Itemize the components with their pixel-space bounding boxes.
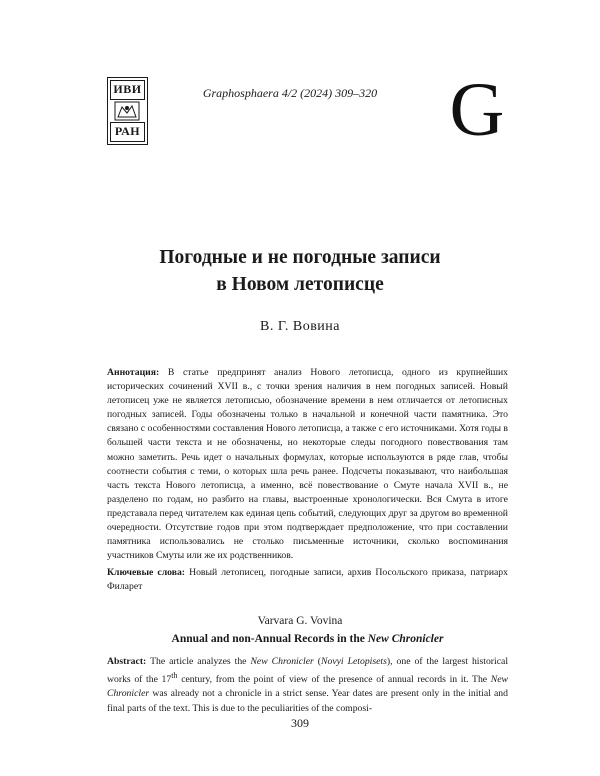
english-title: [107, 633, 508, 645]
journal-brand-mark: G: [449, 68, 505, 152]
english-abstract-text: century, from the point of view of the presence of annual records in it. The: [181, 674, 488, 686]
russian-keywords: [107, 566, 508, 594]
english-title-text: Annual and non-Annual Records in the: [171, 633, 365, 645]
page-number: 309: [291, 716, 309, 730]
title-line-1: Погодные и не погодные записи: [159, 247, 441, 268]
keywords-label: Ключевые слова:: [107, 567, 186, 578]
institute-logo: [107, 77, 148, 145]
english-abstract-italic: Novyi Letopisets: [321, 656, 387, 667]
title-line-2: в Новом летописце: [216, 274, 384, 295]
english-abstract-text: ), one of the largest historical works of the 17: [107, 656, 509, 686]
emblem-icon: [114, 101, 140, 121]
english-abstract-text: (: [317, 656, 322, 667]
english-abstract-text: The article analyzes the: [150, 656, 247, 667]
journal-citation: Graphosphaera 4/2 (2024) 309–320: [202, 86, 378, 100]
english-title-italic: New Chronicler: [367, 633, 444, 645]
article-title: [90, 244, 510, 298]
english-author-name: Varvara G. Vovina: [257, 615, 343, 627]
keywords-text: Новый летописец, погодные записи, архив Посольского приказа, патриарх Филарет: [107, 567, 508, 593]
logo-top-text: ИВИ: [110, 80, 145, 100]
russian-abstract: [107, 366, 508, 563]
english-abstract-text: was already not a chronicle in a strict sense. Year dates are present only in the initial and final parts of the text. This is due to the peculiarities of the composi-: [107, 688, 508, 714]
english-abstract-superscript: th: [171, 671, 178, 681]
english-abstract-italic: New Chronicler: [250, 656, 314, 667]
english-abstract-italic: New Chronicler: [107, 674, 508, 700]
english-abstract: [107, 655, 508, 716]
logo-bottom-text: РАН: [110, 122, 145, 142]
author-name: В. Г. Вовина: [260, 319, 340, 334]
abstract-label: Аннотация:: [107, 367, 160, 378]
abstract-text: В статье предпринят анализ Нового летописца, одного из крупнейших исторических сочинений XVII в., с точки зрения наличия в нем погодных записей. Новый летописец уже не является летописью, обозначение времени в нем отличается от летописных погодных записей. Годы обозначены только в начальной и конечной части памятника. Это связано с особенностями составления Нового летописца, а также с его источниками. Хотя годы в большей части текста и не обозначены, но некоторые следы погодного повествования там можно заметить. Речь идет о начальных формулах, которые используются в ряде глав, чтобы соотнести события с теми, о которых шла речь ранее. Подсчеты показывают, что наибольшая часть текста Нового летописца, а именно, всё повествование о Смуте начала XVII в., не разделено по годам, но разбито на главы, выстроенные хронологически. Вся Смута в итоге представала перед читателем как единая цепь событий, следующих друг за другом во временной очередности. Отсутствие годов при этом подтверждает предположение, что при составлении памятника использовались не столько письменные источники, сколько воспоминания участников Смуты или же их родственников.: [107, 367, 508, 562]
english-abstract-label: Abstract:: [107, 656, 147, 667]
